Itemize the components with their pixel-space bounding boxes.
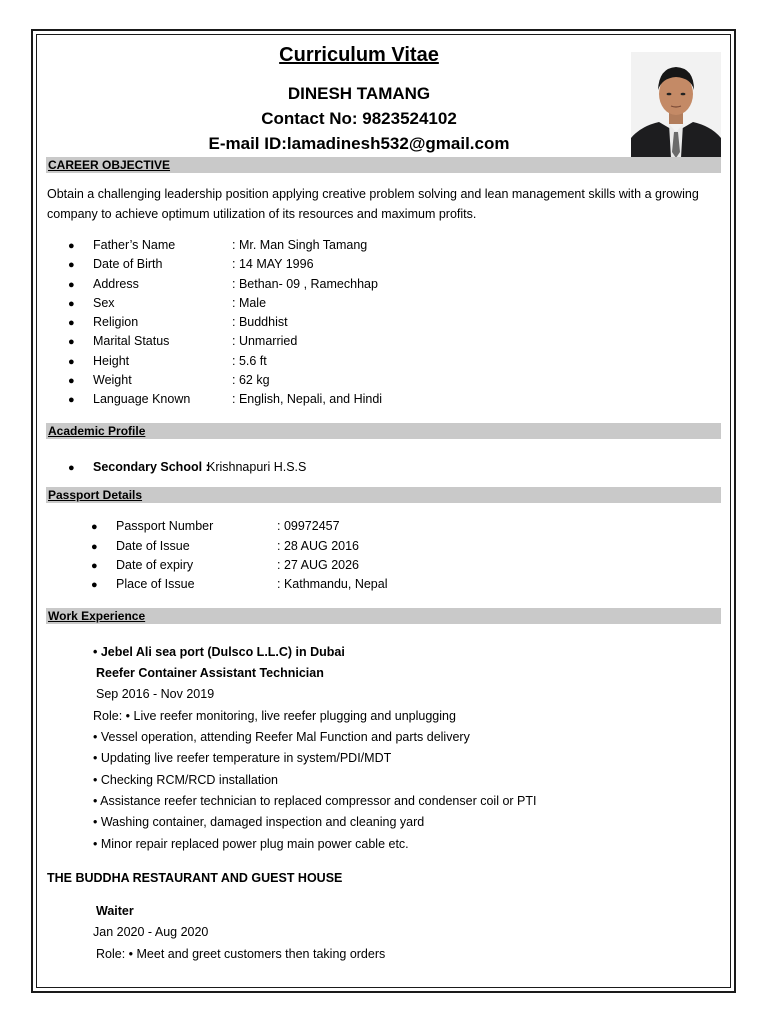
passport-value: : 27 AUG 2026	[277, 558, 360, 572]
detail-label: Address	[93, 277, 139, 291]
bullet-icon: ●	[68, 462, 75, 474]
job1-duty: • Checking RCM/RCD installation	[93, 773, 278, 787]
detail-value: : 62 kg	[232, 373, 270, 387]
passport-label: Place of Issue	[116, 577, 195, 591]
section-bar-academic	[46, 423, 721, 439]
detail-value: : 14 MAY 1996	[232, 257, 314, 271]
job1-title: Reefer Container Assistant Technician	[96, 666, 324, 680]
detail-value: : Buddhist	[232, 315, 288, 329]
document-title: Curriculum Vitae	[279, 44, 439, 66]
job1-duty: • Washing container, damaged inspection and cleaning yard	[93, 815, 425, 829]
bullet-icon: ●	[68, 336, 75, 348]
section-title-passport: Passport Details	[48, 488, 143, 502]
bullet-icon: ●	[68, 279, 75, 291]
section-bar-passport	[46, 487, 721, 503]
detail-label: Date of Birth	[93, 257, 163, 271]
job1-period: Sep 2016 - Nov 2019	[96, 687, 215, 701]
candidate-name: DINESH TAMANG	[287, 84, 431, 103]
detail-label: Language Known	[93, 392, 191, 406]
detail-label: Weight	[93, 373, 132, 387]
contact-number: Contact No: 9823524102	[261, 109, 457, 128]
bullet-icon: ●	[91, 560, 98, 572]
job1-duty: • Minor repair replaced power plug main power cable etc.	[93, 837, 409, 851]
career-objective-text: Obtain a challenging leadership position applying creative problem solving and lean management skills with a growing company to achieve optimum utilization of its resources and maximum profits.	[47, 187, 699, 221]
detail-label: Religion	[93, 315, 139, 329]
job2-title: Waiter	[96, 904, 134, 918]
passport-value: : Kathmandu, Nepal	[277, 577, 388, 591]
detail-value: : Mr. Man Singh Tamang	[232, 238, 368, 252]
section-bar-work	[46, 608, 721, 624]
detail-value: : Male	[232, 296, 267, 310]
bullet-icon: ●	[91, 541, 98, 553]
detail-value: : Bethan- 09 , Ramechhap	[232, 277, 378, 291]
passport-label: Date of expiry	[116, 558, 194, 572]
job1-duty: Role: • Live reefer monitoring, live reefer plugging and unplugging	[93, 709, 456, 723]
bullet-icon: ●	[91, 521, 98, 533]
detail-value: : Unmarried	[232, 334, 298, 348]
section-title-work: Work Experience	[48, 609, 146, 623]
job2-duty: Role: • Meet and greet customers then taking orders	[96, 947, 386, 961]
detail-label: Height	[93, 354, 130, 368]
profile-photo	[631, 52, 721, 158]
job1-duty: • Assistance reefer technician to replaced compressor and condenser coil or PTI	[93, 794, 537, 808]
section-title-career: CAREER OBJECTIVE	[48, 158, 171, 172]
section-bar-career	[46, 157, 721, 173]
bullet-icon: ●	[68, 356, 75, 368]
passport-value: : 28 AUG 2016	[277, 539, 360, 553]
detail-label: Marital Status	[93, 334, 170, 348]
email-address: E-mail ID:lamadinesh532@gmail.com	[208, 134, 510, 153]
job1-duty: • Updating live reefer temperature in system/PDI/MDT	[93, 751, 392, 765]
job1-duty: • Vessel operation, attending Reefer Mal Function and parts delivery	[93, 730, 470, 744]
bullet-icon: ●	[68, 259, 75, 271]
bullet-icon: ●	[68, 317, 75, 329]
job2-company: THE BUDDHA RESTAURANT AND GUEST HOUSE	[47, 871, 343, 885]
detail-label: Sex	[93, 296, 115, 310]
bullet-icon: ●	[68, 375, 75, 387]
passport-label: Date of Issue	[116, 539, 190, 553]
bullet-icon: ●	[91, 579, 98, 591]
detail-label: Father’s Name	[93, 238, 176, 252]
job1-company: • Jebel Ali sea port (Dulsco L.L.C) in Dubai	[93, 645, 345, 659]
detail-value: : 5.6 ft	[232, 354, 267, 368]
passport-value: : 09972457	[277, 519, 340, 533]
detail-value: : English, Nepali, and Hindi	[232, 392, 383, 406]
bullet-icon: ●	[68, 240, 75, 252]
section-title-academic: Academic Profile	[48, 424, 146, 438]
bullet-icon: ●	[68, 394, 75, 406]
bullet-icon: ●	[68, 298, 75, 310]
passport-label: Passport Number	[116, 519, 214, 533]
academic-label: Secondary School :	[93, 460, 210, 474]
job2-period: Jan 2020 - Aug 2020	[93, 925, 209, 939]
academic-value: Krishnapuri H.S.S	[207, 460, 307, 474]
